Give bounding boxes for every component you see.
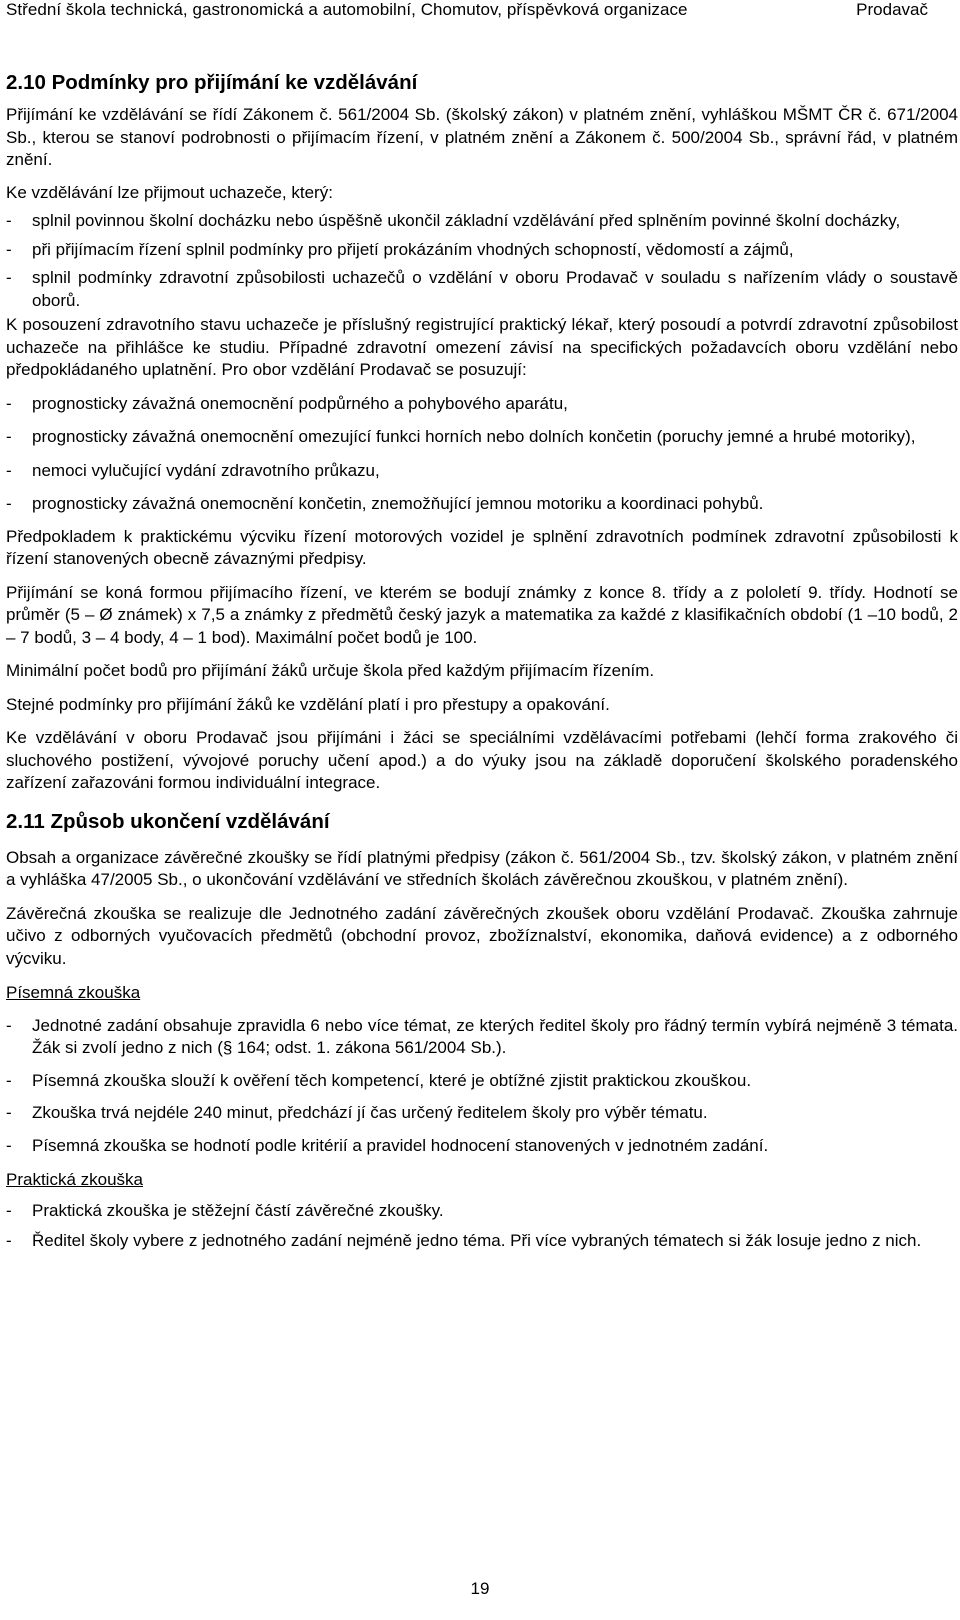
list-item: - prognosticky závažná onemocnění omezující funkci horních nebo dolních končetin (poruchy jemné a hrubé motoriky),: [6, 426, 958, 449]
practical-exam-title: Praktická zkouška: [6, 1170, 143, 1189]
conditions-list: [6, 210, 958, 312]
special-needs-paragraph: Ke vzdělávání v oboru Prodavač jsou přijímáni i žáci se speciálními vzdělávacími potřebami (lehčí forma zrakového či sluchového postižení, vývojové poruchy učení apod.) a do výuky jsou na základě doporučení školského poradenského zařízení zařazováni formou individuální integrace.: [6, 728, 958, 792]
list-item: - Zkouška trvá nejdéle 240 minut, předchází jí čas určený ředitelem školy pro výběr tématu.: [6, 1102, 958, 1125]
section-heading-2-10: 2.10 Podmínky pro přijímání ke vzdělávání: [6, 71, 418, 94]
exam-organization-paragraph: Obsah a organizace závěrečné zkoušky se řídí platnými předpisy (zákon č. 561/2004 Sb., tzv. školský zákon, v platném znění a vyhláška 47/2005 Sb., o ukončování vzdělávání ve středních školách závěrečnou zkouškou, v platném znění).: [6, 847, 958, 889]
admission-paragraph: Přijímání se koná formou přijímacího řízení, ve kterém se bodují známky z konce 8. třídy a z pololetí 9. třídy. Hodnotí se průměr (5 – Ø známek) x 7,5 a známky z předmětů český jazyk a matematika za každé z klasifikačních období (1 –10 bodů, 2 – 7 bodů, 3 – 4 body, 4 – 1 bod). Maximální počet bodů je 100.: [6, 582, 958, 647]
page-number: 19: [470, 1579, 490, 1598]
health-list: [6, 393, 958, 516]
page-content: [6, 70, 958, 1253]
list-item: - prognosticky závažná onemocnění podpůrného a pohybového aparátu,: [6, 393, 958, 416]
written-exam-title: Písemná zkouška: [6, 983, 141, 1002]
intro-paragraph: Přijímání ke vzdělávání se řídí Zákonem č. 561/2004 Sb. (školský zákon) v platném znění, vyhláškou MŠMT ČR č. 671/2004 Sb., kterou se stanoví podrobnosti o přijímacím řízení, v platném znění a Zákonem č. 500/2004 Sb., správní řád, v platném znění.: [6, 105, 958, 169]
list-item: - při přijímacím řízení splnil podmínky pro přijetí prokázáním vhodných schopností, vědomostí a zájmů,: [6, 239, 958, 262]
list-item: - splnil podmínky zdravotní způsobilosti uchazečů o vzdělání v oboru Prodavač v souladu s nařízením vlády o soustavě oborů.: [6, 267, 958, 312]
same-conditions-paragraph: Stejné podmínky pro přijímání žáků ke vzdělání platí i pro přestupy a opakování.: [6, 694, 610, 714]
list-item: - splnil povinnou školní docházku nebo úspěšně ukončil základní vzdělávání před splněním povinné školní docházky,: [6, 210, 958, 233]
list-item: - Písemná zkouška se hodnotí podle kritérií a pravidel hodnocení stanovených v jednotném zadání.: [6, 1135, 958, 1158]
list-item: - Ředitel školy vybere z jednotného zadání nejméně jedno téma. Při více vybraných tématech si žák losuje jedno z nich.: [6, 1230, 958, 1253]
exam-content-paragraph: Závěrečná zkouška se realizuje dle Jednotného zadání závěrečných zkoušek oboru vzdělání Prodavač. Zkouška zahrnuje učivo z odborných vyučovacích předmětů (obchodní provoz, zbožíznalství, ekonomika, daňová evidence) a z odborného výcviku.: [6, 903, 958, 968]
list-item: - prognosticky závažná onemocnění končetin, znemožňující jemnou motoriku a koordinaci pohybů.: [6, 493, 958, 516]
health-paragraph: K posouzení zdravotního stavu uchazeče je příslušný registrující praktický lékař, který posoudí a potvrdí zdravotní způsobilost uchazeče na přihlášce ke studiu. Případné zdravotní omezení závisí na specifických požadavcích oboru vzdělání nebo předpokládaného uplatnění. Pro obor vzdělání Prodavač se posuzují:: [6, 315, 958, 379]
list-item: - Jednotné zadání obsahuje zpravidla 6 nebo více témat, ze kterých ředitel školy pro řádný termín vybírá nejméně 3 témata. Žák si zvolí jedno z nich (§ 164; odst. 1. zákona 561/2004 Sb.).: [6, 1015, 958, 1060]
list-item: - Písemná zkouška slouží k ověření těch kompetencí, které je obtížné zjistit praktickou zkouškou.: [6, 1070, 958, 1093]
driving-paragraph: Předpokladem k praktickému výcviku řízení motorových vozidel je splnění zdravotních podmínek zdravotní způsobilosti k řízení stanovených obecně závaznými předpisy.: [6, 526, 958, 568]
page-header: [6, 0, 928, 28]
lead-paragraph: Ke vzdělávání lze přijmout uchazeče, který:: [6, 182, 333, 202]
header-school-name: Střední škola technická, gastronomická a automobilní, Chomutov, příspěvková organizace: [6, 0, 688, 19]
header-program-name: Prodavač: [856, 0, 928, 19]
list-item: - nemoci vylučující vydání zdravotního průkazu,: [6, 460, 958, 483]
list-item: - Praktická zkouška je stěžejní částí závěrečné zkoušky.: [6, 1200, 958, 1223]
written-exam-list: [6, 1015, 958, 1158]
minimum-points-paragraph: Minimální počet bodů pro přijímání žáků určuje škola před každým přijímacím řízením.: [6, 661, 655, 680]
section-heading-2-11: 2.11 Způsob ukončení vzdělávání: [6, 809, 330, 833]
practical-exam-list: [6, 1200, 958, 1253]
